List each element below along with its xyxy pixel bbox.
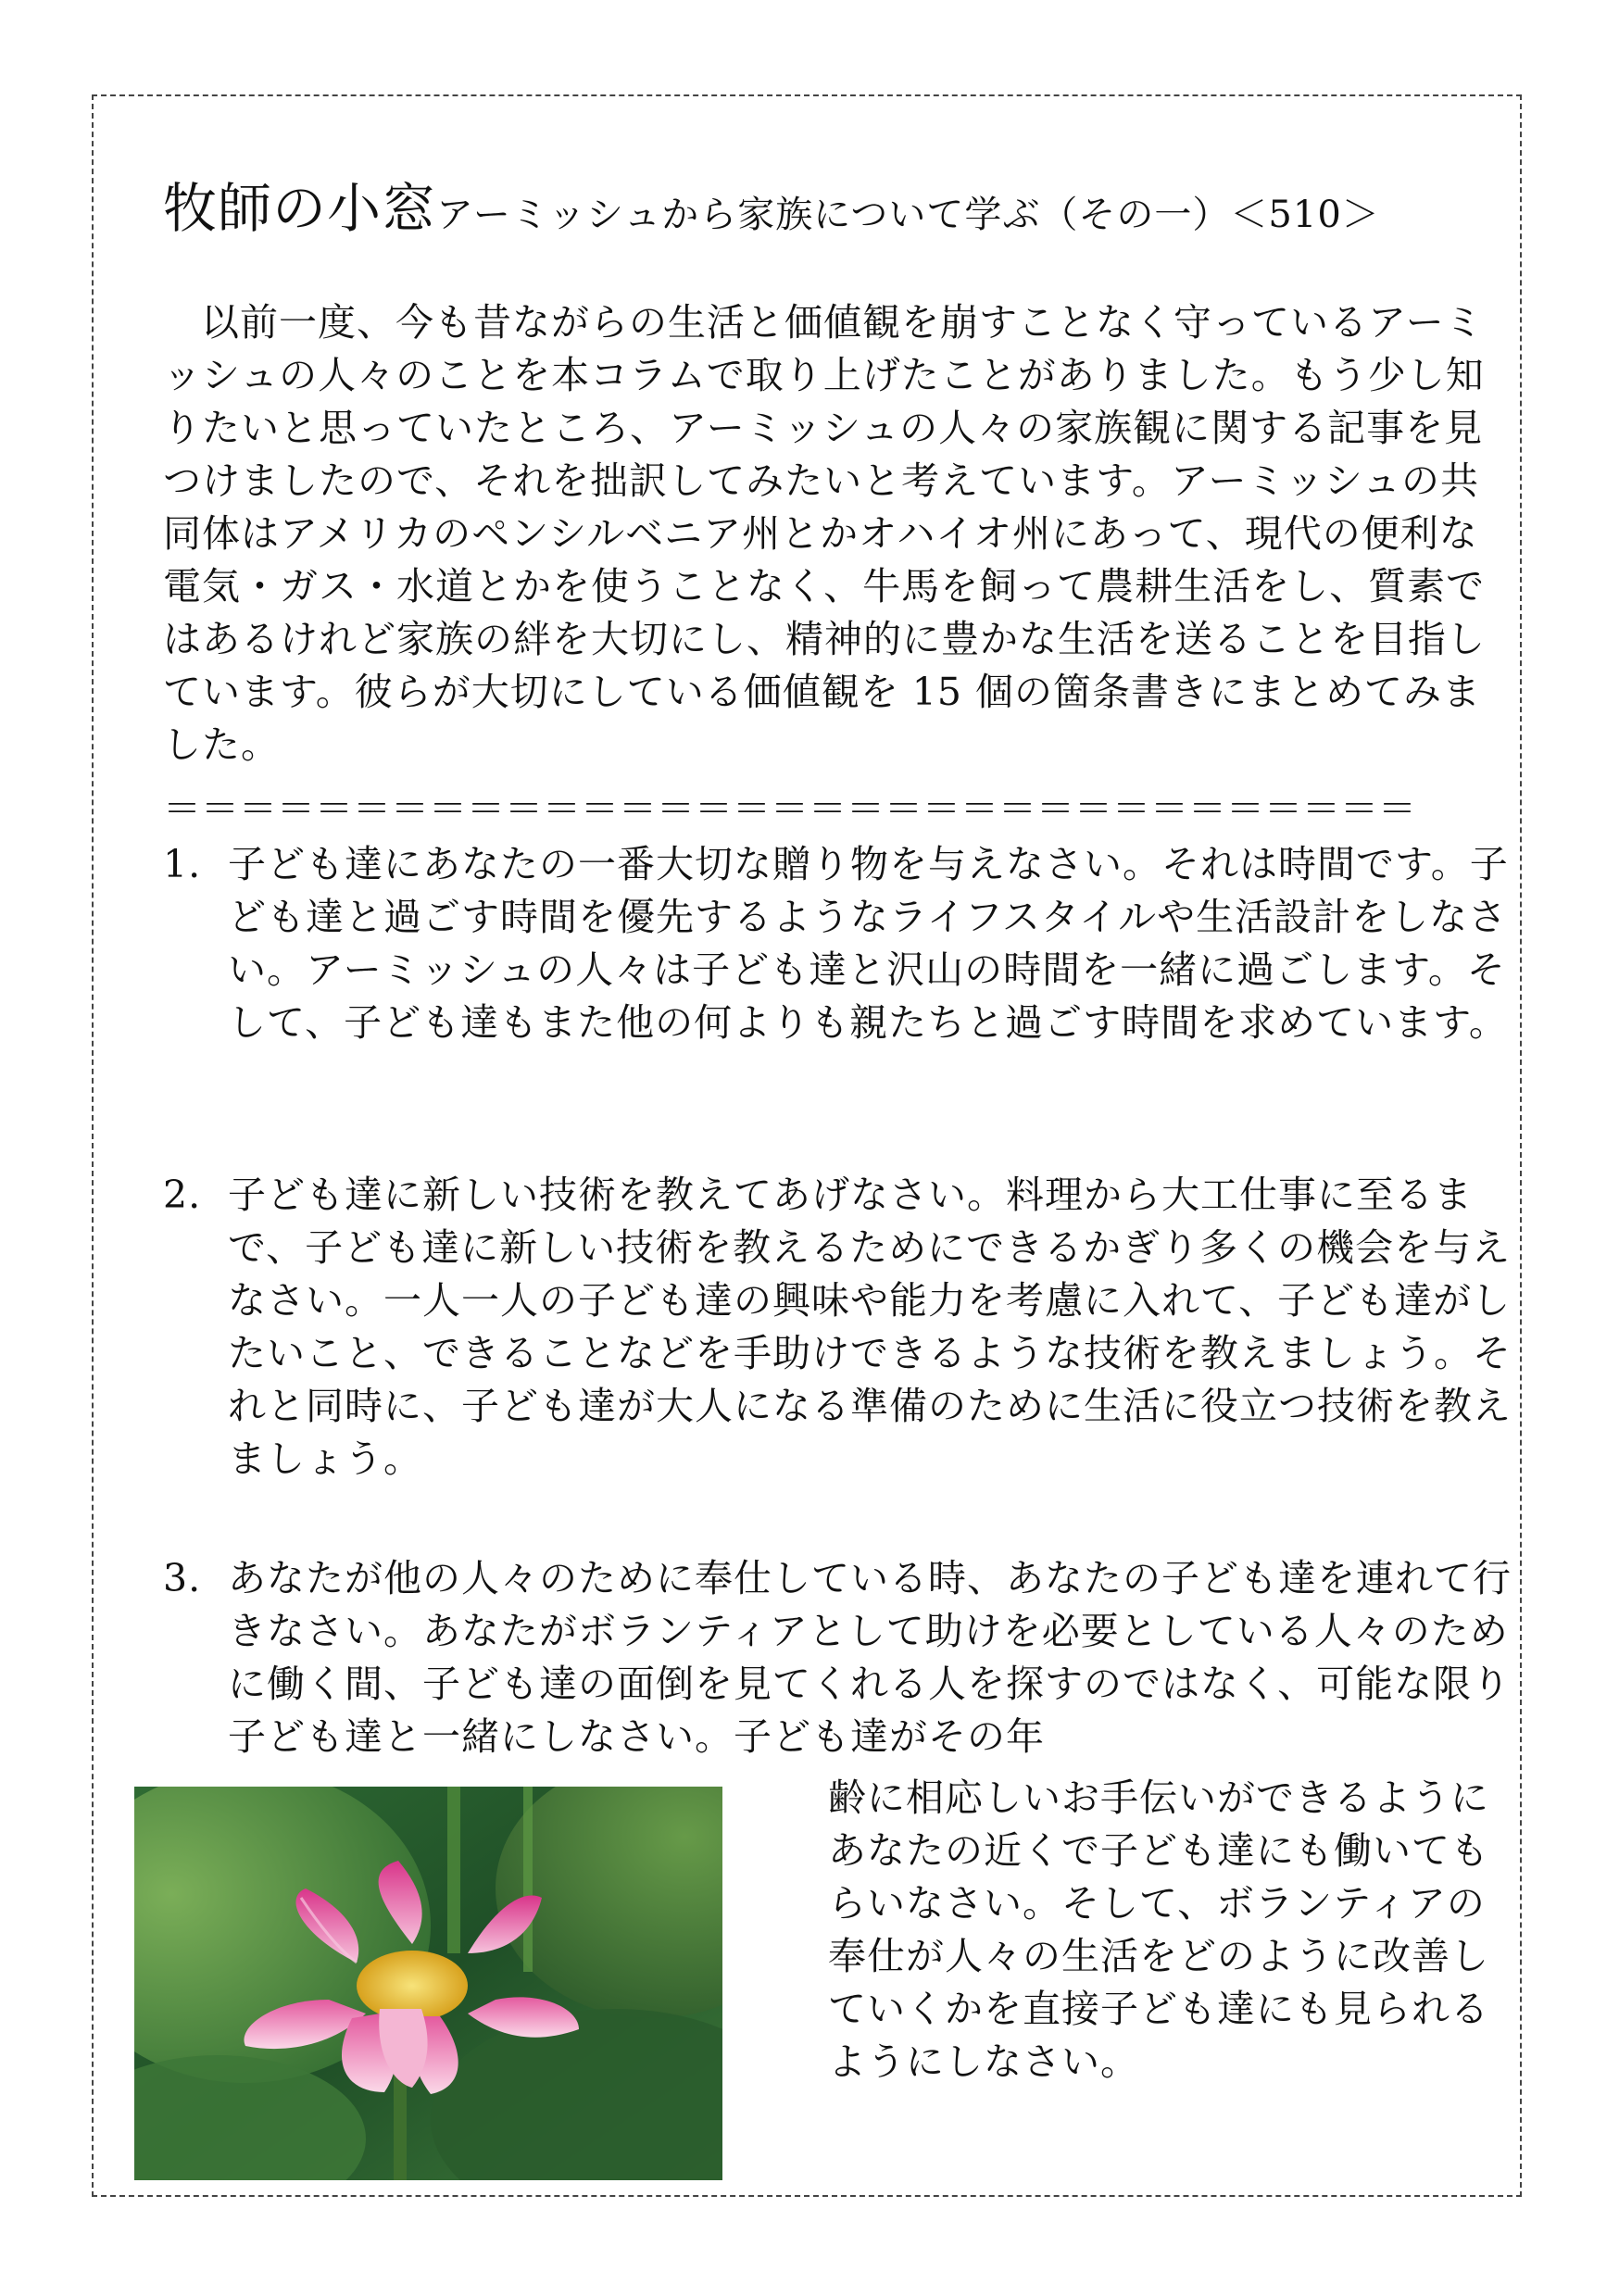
list-item-number: 2. [163,1173,202,1217]
page-title [163,167,1515,264]
list-item-text-continued: 齢に相応しいお手伝いができるようにあなたの近くで子ども達にも働いてもらいなさい。そして、ボランティアの奉仕が人々の生活をどのように改善していくかを直接子ども達にも見られるようにしなさい。 [828,1775,1489,2084]
intro-paragraph: 以前一度、今も昔ながらの生活と価値観を崩すことなく守っているアーミッシュの人々のことを本コラムで取り上げたことがありました。もう少し知りたいと思っていたところ、アーミッシュの人々の家族観に関する記事を見つけましたので、それを拙訳してみたいと考えています。アーミッシュの共同体はアメリカのペンシルベニア州とかオハイオ州にあって、現代の便利な電気・ガス・水道とかを使うことなく、牛馬を飼って農耕生活をし、質素ではあるけれど家族の絆を大切にし、精神的に豊かな生活を送ることを目指しています。彼らが大切にしている価値観を 15 個の箇条書きにまとめてみました。 [163,300,1486,767]
separator-line: ＝＝＝＝＝＝＝＝＝＝＝＝＝＝＝＝＝＝＝＝＝＝＝＝＝＝＝＝＝＝＝＝＝ [163,786,1416,831]
list-item-text: あなたが他の人々のために奉仕している時、あなたの子ども達を連れて行きなさい。あなたがボランティアとして助けを必要としている人々のために働く間、子ども達の面倒を見てくれる人を探すのではなく、可能な限り子ども達と一緒にしなさい。子ども達がその年 [228,1556,1512,1759]
list-item [163,838,1515,1049]
lotus-flower-photo [134,1787,722,2180]
list-item-number: 3. [163,1556,202,1600]
column-subtitle: アーミッシュから家族について学ぶ（その一）＜510＞ [436,194,1380,236]
list-item-text: 子ども達に新しい技術を教えてあげなさい。料理から大工仕事に至るまで、子ども達に新しい技術を教えるためにできるかぎり多くの機会を与えなさい。一人一人の子ども達の興味や能力を考慮に入れて、子ども達がしたいこと、できることなどを手助けできるような技術を教えましょう。それと同時に、子ども達が大人になる準備のために生活に役立つ技術を教えましょう。 [228,1173,1512,1481]
list-item [163,1552,1515,1763]
list-item-text: 子ども達にあなたの一番大切な贈り物を与えなさい。それは時間です。子ども達と過ごす時間を優先するようなライフスタイルや生活設計をしなさい。アーミッシュの人々は子ども達と沢山の時間を一緒に過ごします。そして、子ども達もまた他の何よりも親たちと過ごす時間を求めています。 [228,842,1509,1045]
list-item-number: 1. [163,842,202,886]
list-item [163,1169,1515,1486]
column-title: 牧師の小窓 [163,177,437,240]
